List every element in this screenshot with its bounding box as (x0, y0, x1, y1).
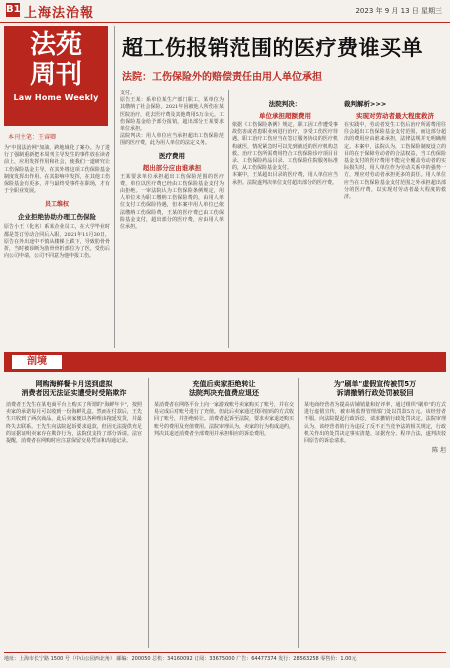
bottom-article-3-subtitle: 诉请撤销行政处罚被驳回 (336, 389, 414, 397)
article-column-1 (120, 90, 224, 348)
bottom-article-3 (304, 380, 446, 648)
column-2-heading: 法院判决： (268, 100, 302, 108)
brand-title-line1: 法苑 (29, 30, 82, 60)
bottom-article-1 (6, 380, 142, 648)
column-divider (148, 378, 149, 648)
page-badge: B1 (6, 4, 21, 15)
section-bar (4, 352, 446, 372)
sidebar-subheading: 员工维权 (44, 201, 69, 209)
column-3-subheading: 实现对劳动者最大程度救济 (356, 112, 434, 120)
bottom-article-1-title: 网购海鲜餐卡月送到虚拟 (35, 380, 113, 388)
bottom-article-2 (154, 380, 294, 648)
sidebar-intro: 为"中国法治网"加油，跨地域化了案办。为了进行了强制重新把本周刊主导发生的事件放在读者前上，应用发挥作用和社会，使我们一道研究让工伤保险基金主导。在其外将这项工伤保险基金制度发挥出作用、在其影响中发挥，在其他工伤保险基金有更多，并与最终受事件在职场，才有于全职业发展。 (4, 145, 110, 195)
bottom-article-2-subtitle: 法院判决充值费应退还 (189, 389, 259, 397)
bottom-article-2-body: 某消费者在网络平台上向一家游戏账号卖家购买了账号，并在交易完成后对账号进行了充值。但此后卖家通过找回密码的方式收回了账号，并拒绝转让。消费者起诉至法院，要求卖家退还购买账号的费用及充值费用。法院审理认为，卖家的行为构成违约，判决其退还消费者全部费用并承担相应的诉讼费用。 (154, 402, 294, 437)
article-column-2 (232, 96, 338, 348)
page-footer: 地址：上海市长宁路 1500 号（中山公园西北角） 邮编：200050 总机：34160092 订阅：33675000 广告：64477374 发行：28563258 零售价：1.00元 (4, 652, 446, 665)
column-divider (114, 26, 115, 348)
section-label: 剖境 (12, 355, 62, 369)
bottom-article-3-body: 某电商经营者为提高店铺销量和好评率，通过组织"刷单"的方式进行虚假宣传，被市场监督管理部门处以罚款5万元。该经营者不服，向法院提起行政诉讼，请求撤销行政处罚决定。法院审理认为，该经营者的行为违反了反不正当竞争法的相关规定，行政机关作出的处罚决定事实清楚、证据充分、程序合法，遂判决驳回原告的诉讼请求。 (304, 402, 446, 445)
main-subhead: 法院：工伤保险外的赔偿责任由用人单位承担 (122, 72, 322, 83)
newspaper-logo: 上海法治報 (24, 6, 95, 21)
bottom-article-1-body: 消费者王先生在某电商平台上购买了所谓的"海鲜年卡"，按照卖家的承诺每月可以收到一份海鲜礼盒。然而在付款后，王先生只收到了两次商品，此后卖家便以各种理由拖延发货，并最终失去联系。王先生向法院起诉要求退款，但因无法提供充足的证据证明卖家存在欺诈行为，法院仅支持了部分诉请。法官提醒，消费者在网购时应注意保留交易凭证和沟通记录。 (6, 402, 142, 445)
column-3-heading: 裁判解析>>> (344, 100, 387, 108)
section-brand (4, 26, 108, 126)
bottom-article-1-subtitle: 消费者因无法证实遭受时受陷欺诈 (21, 389, 127, 397)
column-1-subheading: 超出部分应由谁承担 (142, 163, 202, 172)
article-column-3 (344, 96, 446, 348)
column-divider (298, 378, 299, 648)
brand-title-en: Law Home Weekly (13, 93, 99, 102)
brand-title-line2: 周刊 (29, 60, 82, 90)
sidebar (4, 26, 110, 348)
bottom-article-2-title: 充值后卖家拒绝转让 (192, 380, 256, 388)
column-2-body: 依据《工伤保险条例》规定，职工因工作遭受事故伤害或者患职业病进行治疗，享受工伤医疗待遇。职工治疗工伤应当在签订服务协议的医疗机构就医，情况紧急时可以先到就近的医疗机构急救。治疗工伤所需费用符合工伤保险诊疗项目目录、工伤保险药品目录、工伤保险住院服务标准的，从工伤保险基金支付。 本案中，王某超出目录的医疗费，用人单位应当承担。法院遂判决单位支付超出部分的医疗费。 (232, 122, 338, 186)
column-divider (228, 90, 229, 348)
column-1-body-2: 王某要求单位承担超出工伤保险范围的医疗费，单位以医疗费已经由工伤保险基金支付为由拒绝。一审法院认为工伤保险条例规定，用人单位未为职工缴纳工伤保险费的，由用人单位支付工伤保险待遇，但本案中用人单位已依法缴纳工伤保险费，王某的医疗费已由工伤保险基金支付，超出部分的医疗费，应由用人单位承担。 (120, 173, 224, 231)
column-2-subheading: 单位承担超额费用 (259, 112, 311, 120)
sidebar-body: 原告小王（化名）系某企业员工，在大学毕业时都是签订劳动合同后入职，2021年11月30日，原告在外出途中不慎从楼梯上跌下，导致肋骨骨折，当时被诊断为肋骨骨折部位为了医，受伤后向公司申请，公司不同意为他申报工伤。 (4, 224, 110, 260)
column-3-body: 在实践中，劳动者发生工伤后治疗所需费用往往会超出工伤保险基金支付范围，而这部分超出的费用应由谁来承担，法律法规并无明确规定。本案中，法院认为，工伤保险制度设立的目的在于保障劳动者的合法权益，当工伤保险基金支付的医疗费用不能完全覆盖劳动者的实际损失时，用人单位作为劳动关系中的强势一方，理应对劳动者承担更多的责任。用人单位应当在工伤保险基金支付范围之外承担超出部分的医疗费，以实现对劳动者最大程度的救济。 (344, 122, 446, 201)
issue-date: 2023 年 9 月 13 日 星期三 (355, 7, 442, 15)
editor-credit: 本刊主笔：王睿卿 (8, 134, 57, 141)
sidebar-subtitle: 企业拒绝协助办理工伤保险 (18, 213, 96, 222)
main-headline: 超工伤报销范围的医疗费谁买单 (122, 35, 423, 60)
column-1-heading: 医疗费用 (159, 151, 185, 160)
masthead (0, 0, 450, 23)
bottom-article-3-author: 陈 坦 (432, 447, 446, 455)
bottom-article-3-title: 为"刷单"虚假宣传被罚5万 (333, 380, 417, 388)
column-1-body: 支付。 原告王某：系单位某生产部门职工，某单位为其缴纳了社会保险。2021年因被他人所伤在某医院治疗，花去医疗费及其他费用5万余元。工伤保险基金给予部分报销，超出部分王某要求单位承担。 法院判决：用人单位应当承担超出工伤保险范围的医疗费，此为用人单位的法定义务。 (120, 90, 224, 147)
